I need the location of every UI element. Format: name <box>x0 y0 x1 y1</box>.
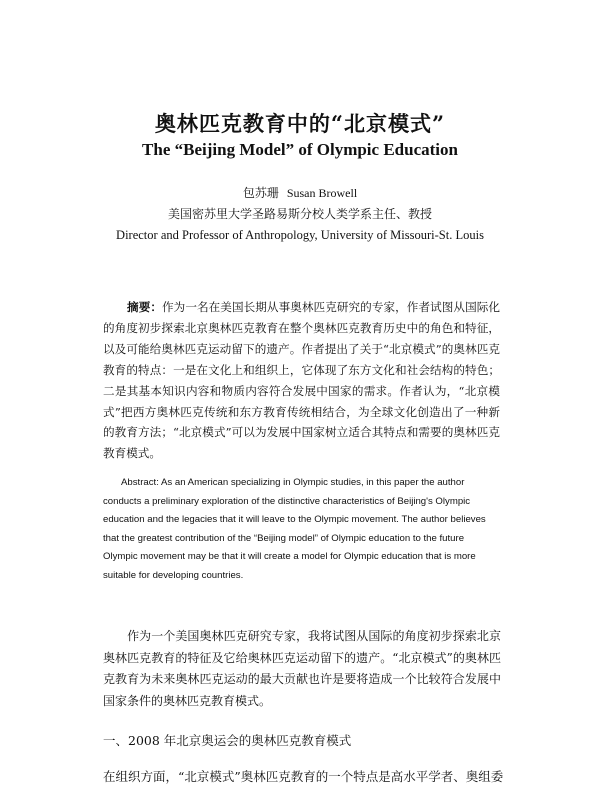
body-paragraph-1 <box>103 626 501 712</box>
title-english: The “Beijing Model” of Olympic Education <box>142 140 458 159</box>
body-paragraph-2: 在组织方面，“北京模式”奥林匹克教育的一个特点是高水平学者、奥组委 <box>103 769 504 784</box>
author-name-chinese: 包苏珊 <box>242 186 279 200</box>
author-line <box>0 184 600 201</box>
affiliation-english: Director and Professor of Anthropology, University of Missouri-St. Louis <box>116 228 484 242</box>
abstract-english-text: As an American specializing in Olympic studies, in this paper the author conducts a preliminary exploration of the distinctive characteristics of Beijing's Olympic education and the legacies that it will leave to the Olympic movement. The author believes that the greatest contribution of the “Beijing model” of Olympic education to the future Olympic movement may be that it will create a model for Olympic education that is more suitable for developing countries. <box>103 477 486 581</box>
title-chinese: 奥林匹克教育中的“北京模式” <box>154 111 446 136</box>
affiliation-chinese: 美国密苏里大学圣路易斯分校人类学系主任、教授 <box>167 207 432 221</box>
abstract-chinese-label: 摘要： <box>127 300 163 314</box>
body-paragraph-1-text: 作为一个美国奥林匹克研究专家，我将试图从国际的角度初步探索北京奥林匹克教育的特征及它给奥林匹克运动留下的遗产。“北京模式”的奥林匹克教育为未来奥林匹克运动的最大贡献也许是要将造成一个比较符合发展中国家条件的奥林匹克教育模式。 <box>103 629 501 708</box>
abstract-english <box>103 474 500 586</box>
abstract-chinese <box>103 297 500 464</box>
author-name-english: Susan Browell <box>286 186 358 200</box>
abstract-english-label: Abstract: <box>121 477 159 488</box>
section-heading: 一、2008 年北京奥运会的奥林匹克教育模式 <box>103 733 352 748</box>
abstract-chinese-text: 作为一名在美国长期从事奥林匹克研究的专家，作者试图从国际化的角度初步探索北京奥林匹克教育在整个奥林匹克教育历史中的角色和特征，以及可能给奥林匹克运动留下的遗产。作者提出了关于“北京模式”的奥林匹克教育的特点：一是在文化上和组织上，它体现了东方文化和社会结构的特色；二是其基本知识内容和物质内容符合发展中国家的需求。作者认为，“北京模式”把西方奥林匹克传统和东方教育传统相结合，为全球文化创造出了一种新的教育方法；“北京模式”可以为发展中国家树立适合其特点和需要的奥林匹克教育模式。 <box>103 300 500 461</box>
